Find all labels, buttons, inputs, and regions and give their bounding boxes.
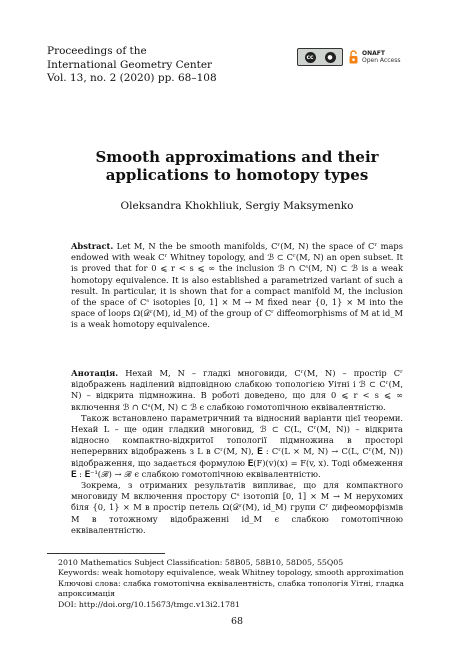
journal-header: [47, 45, 217, 86]
journal-volume: Vol. 13, no. 2 (2020) pp. 68–108: [47, 72, 217, 84]
oa-label-onaft: ONAFT: [362, 50, 385, 57]
cc-by-license-badge[interactable]: [297, 48, 343, 66]
open-lock-icon: [349, 50, 358, 64]
footnotes: [58, 558, 418, 610]
open-access-badge[interactable]: [349, 50, 400, 64]
title-line-2: applications to homotopy types: [105, 166, 369, 184]
keywords-uk: Ключові слова: слабка гомотопічна еквівалентність, слабка топологія Уітні, гладка апроксимація: [58, 578, 404, 599]
abstract-en-paragraph: [71, 241, 403, 331]
license-badges: [297, 48, 400, 66]
page-number: 68: [230, 616, 244, 627]
abstract-uk-paragraph-2: Також встановлено параметричний та відносний варіанти цієї теореми. Нехай L – ще один гладкий многовид, ℬ ⊂ C(L, Cʳ(M, N)) – відкрита відносно компактно-відкритої топології підмножина в просторі неперервних відображень з L в Cʳ(M, N), 𝐄 : Cʳ(L × M, N) → C(L, Cʳ(M, N)) відображення, що задається формулою 𝐄(F)(v)(x) = F(v, x). Тоді обмеження 𝐄 : 𝐄⁻¹(ℬ) → ℬ є слабкою гомотопічною еквівалентністю.: [71, 412, 403, 479]
abstract-uk-text-1: Нехай M, N – гладкі многовиди, Cʳ(M, N) – простір Cʳ відображень наділений відповідною слабкою топологією Уітні і ℬ ⊂ Cʳ(M, N) – відкрита підмножина. В роботі доведено, що для 0 ⩽ r < s ⩽ ∞ включення ℬ ∩ Cˢ(M, N) ⊂ ℬ є слабкою гомотопічною еквівалентністю.: [71, 368, 403, 412]
title-line-1: Smooth approximations and their: [95, 148, 379, 166]
msc-classification: 2010 Mathematics Subject Classification: 58B05, 58B10, 58D05, 55Q05: [58, 558, 344, 567]
abstract-ukrainian: [71, 368, 403, 536]
footnote-divider: [47, 553, 165, 554]
journal-name-line2: International Geometry Center: [47, 58, 213, 71]
abstract-uk-heading: Анотація.: [71, 368, 119, 378]
abstract-heading: Abstract.: [71, 241, 114, 251]
doi-link[interactable]: DOI: http://doi.org/10.15673/tmgc.v13i2.1781: [58, 599, 240, 609]
paper-title: [0, 148, 474, 184]
keywords-en: Keywords: weak homotopy equivalence, weak Whitney topology, smooth approximation: [58, 568, 404, 578]
authors: Oleksandra Khokhliuk, Sergiy Maksymenko: [120, 200, 354, 212]
abstract-english: [71, 241, 403, 331]
abstract-en-text: Let M, N the be smooth manifolds, Cʳ(M, N) the space of Cʳ maps endowed with weak Cʳ Whitney topology, and ℬ ⊂ Cʳ(M, N) an open subset. It is proved that for 0 ⩽ r < s ⩽ ∞ the inclusion ℬ ∩ Cˢ(M, N) ⊂ ℬ is a weak homotopy equivalence. It is also established a parametrized variant of such a result. In particular, it is shown that for a compact manifold M, the inclusion of the space of Cˢ isotopies [0, 1] × M → M fixed near {0, 1} × M into the space of loops Ω(𝒟ʳ(M), id_M) of the group of Cʳ diffeomorphisms of M at id_M is a weak homotopy equivalence.: [71, 241, 403, 330]
oa-label-open-access: Open Access: [362, 57, 401, 64]
by-icon: ●: [325, 52, 336, 63]
abstract-uk-paragraph-1: [71, 368, 403, 413]
cc-icon: cc: [306, 53, 314, 61]
abstract-uk-paragraph-3: Зокрема, з отриманих результатів випливає, що для компактного многовиду M включення простору Cˢ ізотопій [0, 1] × M → M нерухомих біля {0, 1} × M в простір петель Ω(𝒟ʳ(M), id_M) групи Cʳ дифеоморфізмів M в тотожному відображенні id_M є слабкою гомотопічною еквівалентністю.: [71, 480, 403, 535]
journal-name-line1: Proceedings of the: [47, 45, 147, 57]
